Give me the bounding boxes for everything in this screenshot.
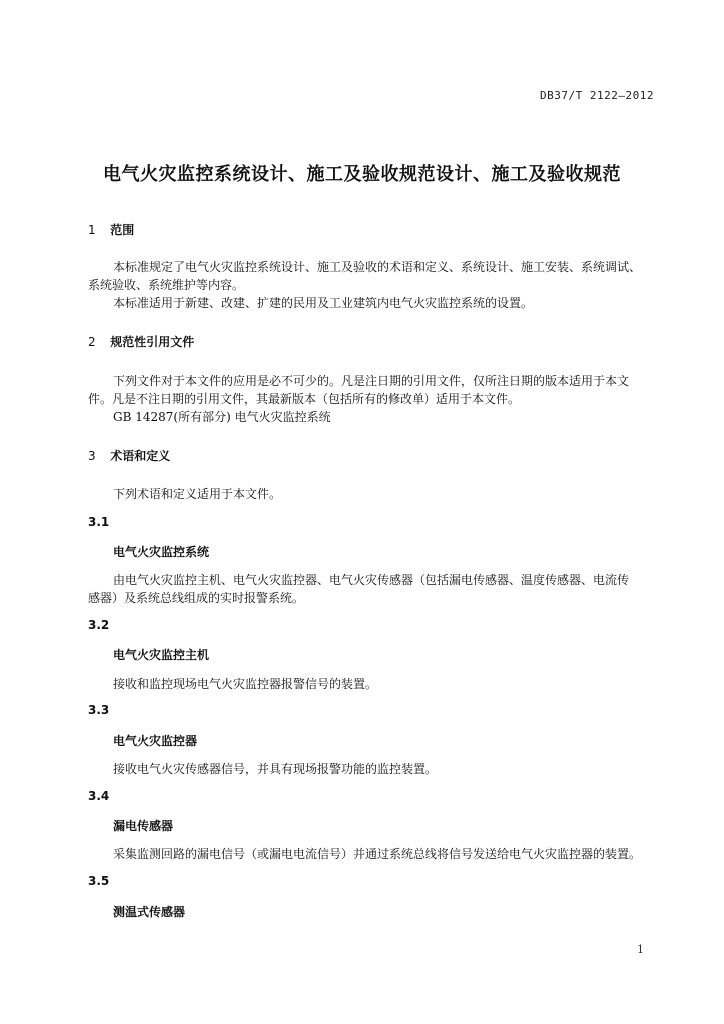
paragraph-line: 本标准规定了电气火灾监控系统设计、施工及验收的术语和定义、系统设计、施工安装、系统调试、	[113, 260, 642, 274]
paragraph-line: 下列术语和定义适用于本文件。	[113, 487, 282, 501]
clause-number: 3.4	[88, 789, 110, 803]
term-definition: 接收和监控现场电气火灾监控器报警信号的装置。	[113, 677, 378, 691]
clause-number: 3.2	[88, 618, 110, 632]
term-definition: 由电气火灾监控主机、电气火灾监控器、电气火灾传感器（包括漏电传感器、温度传感器、电流传	[113, 573, 630, 587]
section-title: 范围	[110, 223, 135, 237]
page-number: 1	[637, 943, 644, 956]
term-definition: 感器）及系统总线组成的实时报警系统。	[88, 591, 305, 605]
document-title: 电气火灾监控系统设计、施工及验收规范设计、施工及验收规范	[103, 164, 621, 185]
clause-number: 3.5	[88, 874, 110, 888]
paragraph-line: 系统验收、系统维护等内容。	[88, 278, 245, 292]
term-name: 电气火灾监控系统	[113, 545, 210, 559]
section-number: 2	[88, 335, 96, 349]
section-title: 术语和定义	[110, 449, 171, 463]
paragraph-line: 件。凡是不注日期的引用文件，其最新版本（包括所有的修改单）适用于本文件。	[88, 392, 521, 406]
standard-number: DB37/T 2122—2012	[540, 89, 654, 102]
paragraph-line: 本标准适用于新建、改建、扩建的民用及工业建筑内电气火灾监控系统的设置。	[113, 296, 534, 310]
section-number: 1	[88, 223, 96, 237]
clause-number: 3.1	[88, 515, 110, 529]
clause-number: 3.3	[88, 703, 110, 717]
term-name: 漏电传感器	[113, 819, 174, 833]
term-definition: 接收电气火灾传感器信号，并具有现场报警功能的监控装置。	[113, 762, 438, 776]
term-name: 测温式传感器	[113, 905, 186, 919]
term-definition: 采集监测回路的漏电信号（或漏电电流信号）并通过系统总线将信号发送给电气火灾监控器的装置。	[113, 847, 642, 861]
term-name: 电气火灾监控器	[113, 734, 198, 748]
term-name: 电气火灾监控主机	[113, 648, 210, 662]
section-2-heading	[88, 333, 194, 350]
normative-reference: GB 14287(所有部分) 电气火灾监控系统	[113, 410, 331, 424]
section-3-heading	[88, 447, 170, 464]
section-1-heading	[88, 221, 134, 238]
section-title: 规范性引用文件	[110, 335, 195, 349]
paragraph-line: 下列文件对于本文件的应用是必不可少的。凡是注日期的引用文件，仅所注日期的版本适用于本文	[113, 374, 630, 388]
section-number: 3	[88, 449, 96, 463]
